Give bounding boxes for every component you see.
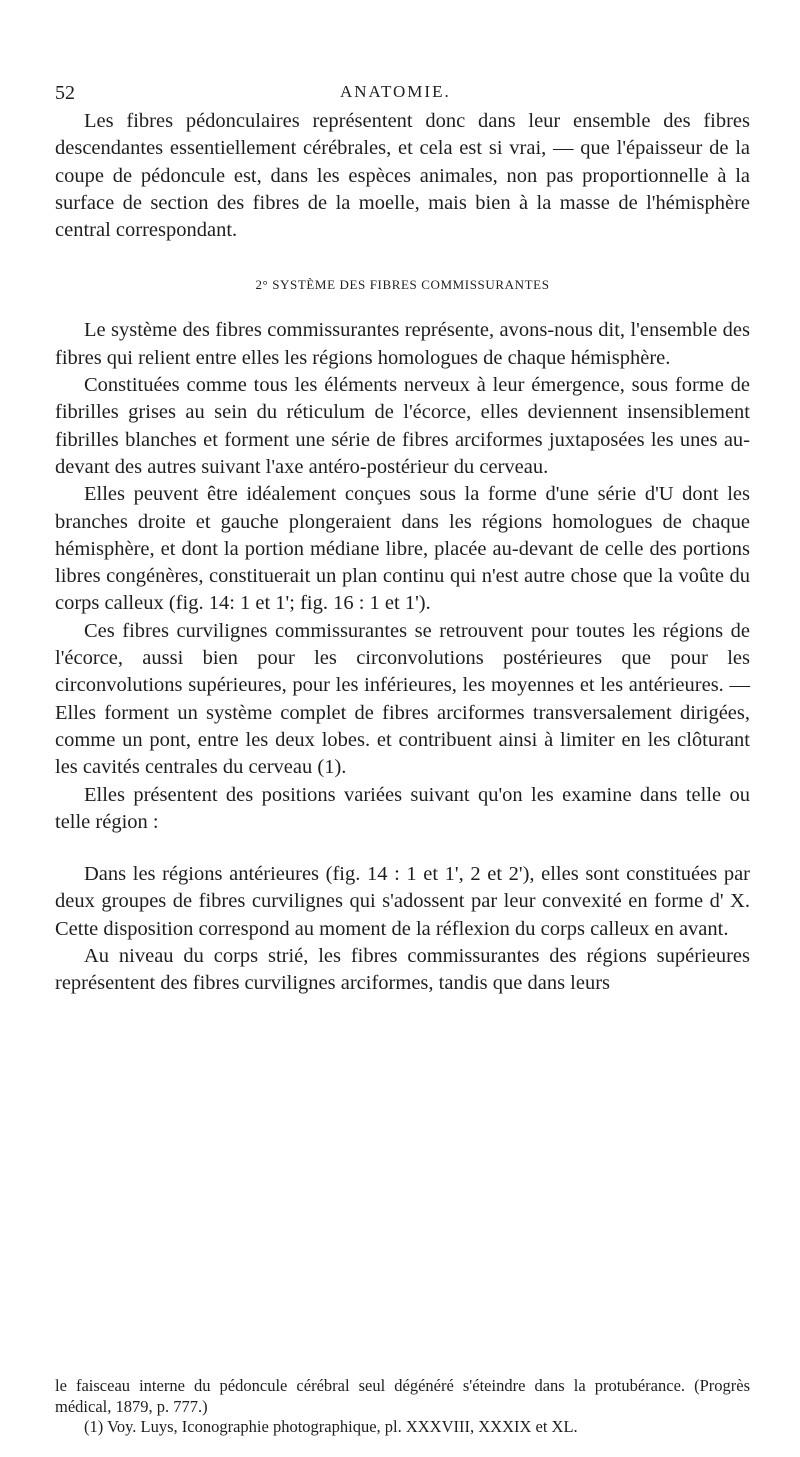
paragraph-gap <box>55 836 750 861</box>
paragraph-6: Elles présentent des positions variées suivant qu'on les examine dans telle ou telle région : <box>55 783 750 833</box>
paragraph-8: Au niveau du corps strié, les fibres commissurantes des régions supérieures représentent des fibres curvilignes arciformes, tandis que dans leurs <box>55 945 750 995</box>
paragraph-7: Dans les régions antérieures (fig. 14 : 1 et 1', 2 et 2'), elles sont constituées par deux groupes de fibres curvilignes qui s'adossent par leur convexité en forme d' X. Cette disposition correspond au moment de la réflexion du corps calleux en avant. <box>55 863 750 940</box>
footnote-continuation: le faisceau interne du pédoncule cérébral seul dégénéré s'éteindre dans la protubérance. (Progrès médical, 1879, p. 777.) <box>55 1376 750 1416</box>
section-heading: 2° SYSTÈME DES FIBRES COMMISSURANTES <box>255 277 550 293</box>
paragraph-1: Les fibres pédonculaires représentent donc dans leur ensemble des fibres descendantes essentiellement cérébrales, et cela est si vrai, — que l'épaisseur de la coupe de pédoncule est, dans les espèces animales, non pas proportionnelle à la surface de section des fibres de la moelle, mais bien à la masse de l'hémisphère central correspondant. <box>55 110 750 242</box>
page-number: 52 <box>55 82 75 104</box>
main-text <box>55 108 750 998</box>
paragraph-4: Elles peuvent être idéalement conçues sous la forme d'une série d'U dont les branches droite et gauche plongeraient dans les régions homologues de chaque hémisphère, et dont la portion médiane libre, placée au-devant de celle des portions libres congénères, constituerait un plan continu qui n'est autre chose que la voûte du corps calleux (fig. 14: 1 et 1'; fig. 16 : 1 et 1'). <box>55 483 750 615</box>
running-title: ANATOMIE. <box>340 82 451 101</box>
paragraph-3: Constituées comme tous les éléments nerveux à leur émergence, sous forme de fibrilles grises au sein du réticulum de l'écorce, elles deviennent insensiblement fibrilles blanches et forment une série de fibres arciformes juxtaposées les unes au-devant des autres suivant l'axe antéro-postérieur du cerveau. <box>55 374 750 478</box>
footnotes <box>55 1376 750 1438</box>
paragraph-2: Le système des fibres commissurantes représente, avons-nous dit, l'ensemble des fibres qui relient entre elles les régions homologues de chaque hémisphère. <box>55 319 750 369</box>
footnote-1: (1) Voy. Luys, Iconographie photographique, pl. XXXVIII, XXXIX et XL. <box>84 1417 578 1436</box>
paragraph-5: Ces fibres curvilignes commissurantes se retrouvent pour toutes les régions de l'écorce, aussi bien pour les circonvolutions postérieures que pour les circonvolutions supérieures, pour les inférieures, les moyennes et les antérieures. — Elles forment un système complet de fibres arciformes transversalement dirigées, comme un pont, entre les deux lobes. et contribuent ainsi à limiter en les clôturant les cavités centrales du cerveau (1). <box>55 619 750 779</box>
